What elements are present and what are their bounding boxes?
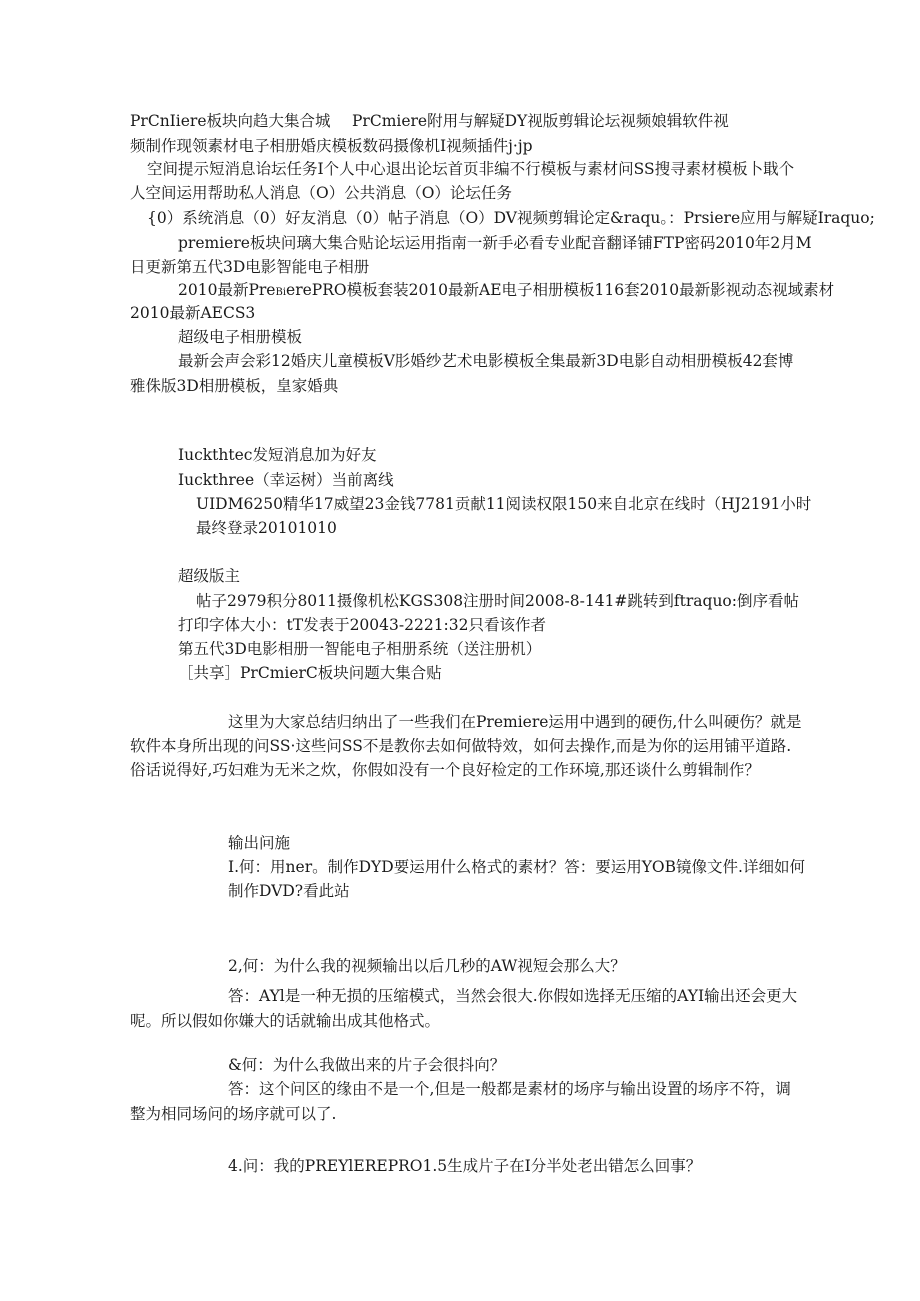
faq-answer: 呢。所以假如你嫌大的话就输出成其他格式。 [130,1012,441,1030]
faq-answer: 答：AYl是一种无损的压缩模式，当然会很大.你假如选择无压缩的AYI输出还会更大 [228,987,798,1005]
forum-messages-line: {0）系统消息（0）好友消息（0）帖子消息（O）DV视频剪辑论定&raqu。：Prsiere应用与解疑Iraquo; [147,209,875,227]
forum-menu-line: 人空间运用帮助私人消息（O）公共消息（O）论坛任务 [130,184,512,202]
faq-question: &何：为什么我做出来的片子会很抖向？ [228,1056,506,1074]
author-actions: Iuckthtec发短消息加为好友 [178,446,377,464]
text-segment: erePRO模板套装2010最新AE电子相册模板116套2010最新影视动态视域素材 [286,281,835,299]
forum-header-title: PrCnIiere板块向趋大集合城 [130,112,331,130]
forum-header-nav: PrCmiere附用与解疑DY视版剪辑论坛视频娘辑软件视 [352,112,729,130]
faq-question: I.何：用ner。制作DYD要运用什么格式的素材？答：要运用YOB镜像文件.详细如何 [228,858,805,876]
faq-section-heading: 输出问施 [228,834,291,852]
forum-links-line: 2010最新AECS3 [130,304,256,322]
text-subscript: Bi [275,287,287,298]
author-last-login: 最终登录20101010 [196,519,337,537]
post-title: ［共享］PrCmierC板块问题大集合贴 [178,664,442,682]
faq-question: 4.问：我的PREYlEREPRO1.5生成片子在I分半处老出错怎么回事？ [228,1157,702,1175]
post-body-paragraph: 俗话说得好,巧妇难为无米之炊，你假如没有一个良好检定的工作环境,那还谈什么剪辑制作？ [130,761,760,779]
post-toolbar: 打印字体大小：tT发表于20043-2221:32只看该作者 [178,616,547,634]
post-meta: 帖子2979积分8011摄像机松KGS308注册时间2008-8-141#跳转到ftraquo:倒序看帖 [196,592,799,610]
text-segment: 2010最新Pre [178,281,276,299]
forum-links-line: 雅侏版3D相册模板，皇家婚典 [130,377,339,395]
post-body-paragraph: 这里为大家总结归纳出了一些我们在Premiere运用中遇到的硬伤,什么叫硬伤？就是 [228,713,802,731]
post-signature-link: 第五代3D电影相册一智能电子相册系统（送注册机） [178,640,542,658]
author-rank: 超级版主 [178,567,241,585]
section-heading: 超级电子相册模板 [178,328,303,346]
forum-links-line: 最新会声会彩12婚庆儿童模板V肜婚纱艺术电影模板全集最新3D电影自动相册模板42套博 [178,352,794,370]
author-stats: UIDM6250精华17威望23金钱7781贡献11阅读权限150来自北京在线时（HJ2191小时 [196,495,812,513]
forum-links-line: 日更新第五代3D电影智能电子相册 [130,258,370,276]
forum-links-line: premiere板块问璃大集合贴论坛运用指南一新手必看专业配音翻译铺FTP密码2010年2月M [178,234,812,252]
forum-links-line [178,279,834,304]
faq-question: 制作DVD?看此站 [228,882,350,900]
faq-answer: 答：这个问区的缘由不是一个,但是一般都是素材的场序与输出设置的场序不符，调 [228,1080,791,1098]
author-status: Iuckthree（幸运树）当前离线 [178,471,394,489]
forum-header-nav-cont: 频制作现领素材电子相册婚庆模板数码摄像机I视频插件j·jp [130,137,533,155]
faq-answer: 整为相同场问的场序就可以了. [130,1105,337,1123]
post-body-paragraph: 软件本身所出现的问SS·这些问SS不是教你去如何做特效，如何去操作,而是为你的运用铺平道路. [130,737,792,755]
forum-menu-line: 空间提示短消息诒坛任务I个人中心退出论坛首页非编不行模板与素材问SS搜寻素材模板卜戢个 [147,160,795,178]
faq-question: 2,何：为什么我的视频输出以后几秒的AW视短会那么大？ [228,957,626,975]
